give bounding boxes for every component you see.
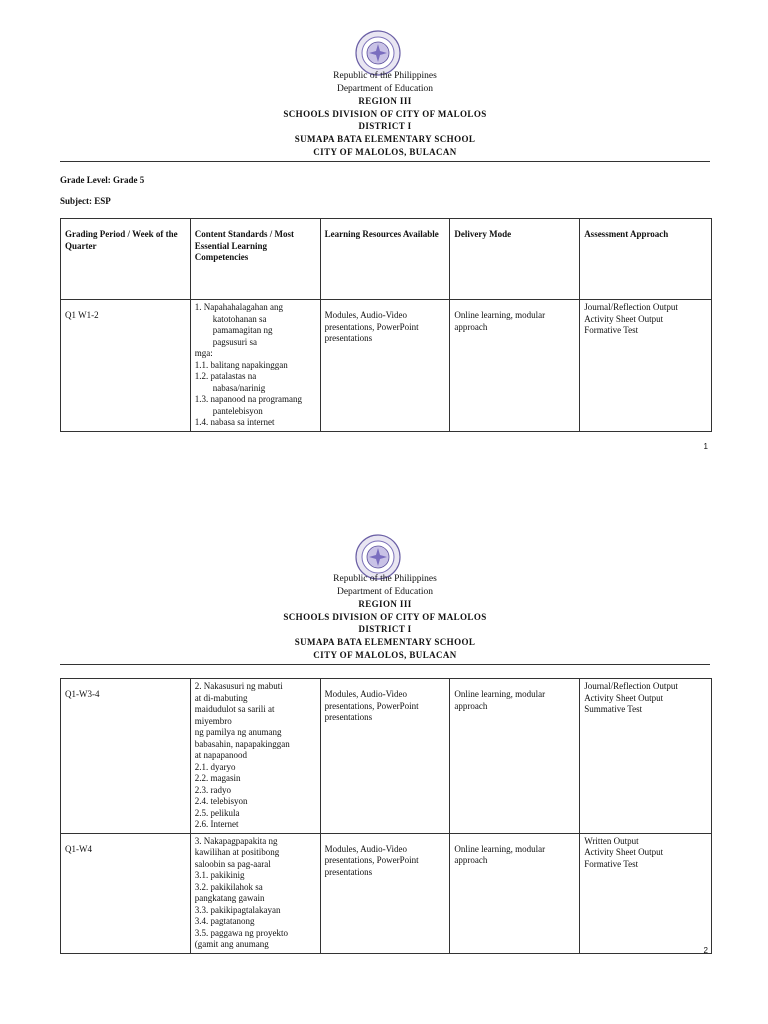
competencies-cell xyxy=(190,300,320,432)
header-republic: Republic of the Philippines xyxy=(333,71,437,81)
resources-cell: Modules, Audio-Video presentations, PowerPoint presentations xyxy=(320,300,450,432)
learning-plan-table xyxy=(60,678,712,954)
header-district: DISTRICT I xyxy=(358,624,412,635)
competency-line: 1.4. nabasa sa internet xyxy=(194,417,275,427)
assessment-line: Activity Sheet Output xyxy=(584,847,664,857)
competency-line: nabasa/narinig xyxy=(212,382,266,393)
header-school: SUMAPA BATA ELEMENTARY SCHOOL xyxy=(294,636,476,647)
competency-line: 3. Nakapagpapakita ng xyxy=(194,835,278,846)
competency-line: 3.1. pakikinig xyxy=(194,870,245,880)
competency-line: 2.6. Internet xyxy=(194,819,239,829)
delivery-cell: Online learning, modular approach xyxy=(450,679,580,834)
competencies-cell xyxy=(190,833,320,953)
page-number: 2 xyxy=(703,946,708,955)
competency-line: at di-mabuting xyxy=(194,692,248,703)
subject: Subject: ESP xyxy=(60,196,111,206)
assessment-cell xyxy=(580,300,712,432)
header-division: SCHOOLS DIVISION OF CITY OF MALOLOS xyxy=(283,611,487,622)
competency-line: 3.5. paggawa ng proyekto xyxy=(194,927,289,938)
header-city: CITY OF MALOLOS, BULACAN xyxy=(313,146,457,157)
header-republic: Republic of the Philippines xyxy=(333,574,437,584)
competency-line: mga: xyxy=(194,348,213,358)
table-row xyxy=(61,300,712,432)
competency-line: 2. Nakasusuri ng mabuti xyxy=(194,681,283,691)
header-divider xyxy=(60,664,710,665)
competency-line: 3.4. pagtatanong xyxy=(194,916,255,926)
assessment-line: Summative Test xyxy=(584,704,643,714)
column-header: Assessment Approach xyxy=(580,219,712,300)
competency-line: 1.2. patalastas na xyxy=(194,371,257,381)
competency-line: miyembro xyxy=(194,715,232,726)
competency-line: ng pamilya ng anumang xyxy=(194,727,282,737)
competency-line: 1.3. napanood na programang xyxy=(194,394,303,404)
assessment-line: Journal/Reflection Output xyxy=(584,681,678,691)
column-header: Learning Resources Available xyxy=(320,219,450,300)
competency-line: 2.5. pelikula xyxy=(194,807,240,818)
competency-line: saloobin sa pag-aaral xyxy=(194,858,271,869)
delivery-cell: Online learning, modular approach xyxy=(450,300,580,432)
period-cell: Q1-W3-4 xyxy=(61,679,191,834)
column-header: Delivery Mode xyxy=(450,219,580,300)
assessment-cell xyxy=(580,833,712,953)
table-row xyxy=(61,679,712,834)
document-header xyxy=(60,573,710,661)
column-header: Content Standards / Most Essential Learning Competencies xyxy=(190,219,320,300)
page-1 xyxy=(0,0,768,480)
competency-line: pamamagitan ng xyxy=(212,325,273,335)
period-cell: Q1 W1-2 xyxy=(61,300,191,432)
assessment-line: Written Output xyxy=(584,835,639,846)
competency-line: katotohanan sa xyxy=(212,313,267,324)
assessment-line: Activity Sheet Output xyxy=(584,313,664,324)
header-region: REGION III xyxy=(358,599,412,610)
header-school: SUMAPA BATA ELEMENTARY SCHOOL xyxy=(294,133,476,144)
competency-line: maidudulot sa sarili at xyxy=(194,704,275,714)
assessment-line: Formative Test xyxy=(584,325,639,335)
competency-line: 2.1. dyaryo xyxy=(194,761,236,772)
competency-line: pagsusuri sa xyxy=(212,336,258,347)
header-department: Department of Education xyxy=(336,83,434,94)
page-number: 1 xyxy=(703,442,708,451)
competency-line: pantelebisyon xyxy=(212,405,263,416)
resources-cell: Modules, Audio-Video presentations, PowerPoint presentations xyxy=(320,679,450,834)
header-region: REGION III xyxy=(358,96,412,107)
grade-level: Grade Level: Grade 5 xyxy=(60,175,145,185)
header-city: CITY OF MALOLOS, BULACAN xyxy=(313,649,457,660)
competency-line: 1.1. balitang napakinggan xyxy=(194,359,288,370)
competency-line: pangkatang gawain xyxy=(194,893,265,903)
page-2 xyxy=(0,520,768,1024)
competency-line: at napapanood xyxy=(194,750,248,760)
assessment-cell xyxy=(580,679,712,834)
resources-cell: Modules, Audio-Video presentations, PowerPoint presentations xyxy=(320,833,450,953)
table-row xyxy=(61,833,712,953)
assessment-line: Formative Test xyxy=(584,858,639,869)
learning-plan-table xyxy=(60,218,712,432)
competency-line: babasahin, napapakinggan xyxy=(194,738,290,749)
assessment-line: Journal/Reflection Output xyxy=(584,302,678,312)
competency-line: 2.2. magasin xyxy=(194,773,241,783)
competency-line: kawilihan at positibong xyxy=(194,847,280,857)
table-header-row xyxy=(61,219,712,300)
header-district: DISTRICT I xyxy=(358,121,412,132)
competency-line: (gamit ang anumang xyxy=(194,939,269,949)
competency-line: 3.2. pakikilahok sa xyxy=(194,881,263,892)
competency-line: 2.4. telebisyon xyxy=(194,796,248,806)
competency-line: 1. Napahahalagahan ang xyxy=(194,302,284,312)
header-divider xyxy=(60,161,710,162)
column-header: Grading Period / Week of the Quarter xyxy=(61,219,191,300)
competencies-cell xyxy=(190,679,320,834)
header-division: SCHOOLS DIVISION OF CITY OF MALOLOS xyxy=(283,108,487,119)
header-department: Department of Education xyxy=(336,586,434,597)
competency-line: 3.3. pakikipagtalakayan xyxy=(194,904,281,915)
period-cell: Q1-W4 xyxy=(61,833,191,953)
document-header xyxy=(60,70,710,158)
competency-line: 2.3. radyo xyxy=(194,784,232,795)
delivery-cell: Online learning, modular approach xyxy=(450,833,580,953)
assessment-line: Activity Sheet Output xyxy=(584,692,664,703)
